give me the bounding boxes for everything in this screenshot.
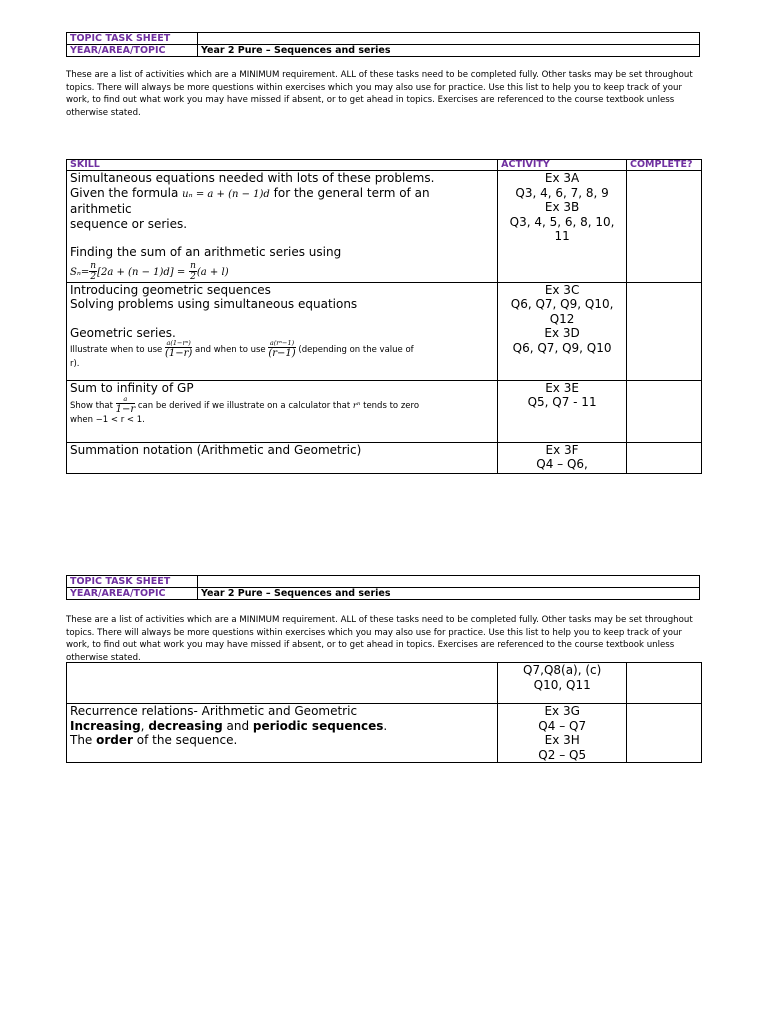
activity-line: Q3, 4, 5, 6, 8, 10, — [509, 214, 615, 229]
skill-line: Finding the sum of an arithmetic series using — [70, 245, 342, 259]
frac-den: (1−r) — [165, 348, 193, 359]
skill-line: sequence or series. — [70, 216, 188, 231]
year-area-topic-value: Year 2 Pure – Sequences and series — [198, 45, 700, 57]
skill-cell — [67, 171, 498, 283]
skill-text: and when to use — [195, 345, 266, 355]
activity-line: Q2 – Q5 — [538, 747, 587, 762]
skill-line — [70, 186, 494, 217]
skill-text: can be derived if we illustrate on a calculator that — [137, 401, 351, 411]
activity-line: Ex 3C — [544, 282, 580, 297]
frac-num: n — [90, 260, 97, 271]
activity-cell — [498, 663, 627, 704]
skill-line: r). — [70, 359, 80, 369]
skill-line: Introducing geometric sequences — [70, 282, 271, 297]
skill-cell — [67, 442, 498, 473]
skill-bold: periodic sequences — [252, 718, 384, 733]
activity-line: 11 — [554, 229, 570, 243]
skill-text: of the sequence. — [132, 733, 238, 747]
header-table-1 — [66, 32, 700, 57]
complete-checkbox-cell[interactable] — [627, 663, 702, 704]
frac-num: n — [190, 260, 196, 271]
skill-line: Simultaneous equations needed with lots of these problems. — [70, 171, 435, 185]
skill-text: for the general term of an arithmetic — [70, 185, 430, 216]
activity-line: Ex 3A — [544, 171, 580, 185]
activity-line: Ex 3H — [544, 733, 580, 747]
activity-line: Ex 3D — [544, 326, 580, 340]
intro-text-2: These are a list of activities which are a MINIMUM requirement. ALL of these tasks need to be completed fully. Other tasks may be set throughout topics. There will always be more questions within exercises which you may also use for practice. Use this list to help you to keep track of your work, to find out what work you may have missed if absent, or to get ahead in topics. Exercises are referenced to the course textbook unless otherwise stated. — [66, 615, 693, 663]
year-area-topic-label: YEAR/AREA/TOPIC — [67, 45, 198, 57]
frac-num: a(rⁿ−1) — [269, 339, 295, 347]
activity-line: Q3, 4, 6, 7, 8, 9 — [515, 185, 609, 200]
skills-table-1 — [66, 159, 702, 474]
column-header-complete: COMPLETE? — [626, 160, 701, 171]
activity-line: Ex 3B — [544, 200, 580, 214]
complete-checkbox-cell[interactable] — [626, 442, 701, 473]
topic-task-sheet-value — [198, 576, 700, 588]
skill-text: (depending on the value of — [298, 345, 414, 355]
skill-line — [70, 340, 494, 359]
skills-table-2 — [66, 662, 702, 763]
skill-cell — [67, 704, 498, 763]
activity-line: Ex 3G — [544, 704, 580, 718]
formula-part: Sₙ= — [70, 266, 90, 278]
activity-line: Ex 3E — [545, 380, 579, 395]
activity-cell — [498, 704, 627, 763]
skill-line — [70, 733, 494, 748]
year-area-topic-value: Year 2 Pure – Sequences and series — [198, 588, 700, 600]
skill-cell — [67, 663, 498, 704]
math-rn: rⁿ — [352, 401, 361, 411]
intro-text-1: These are a list of activities which are a MINIMUM requirement. ALL of these tasks need to be completed fully. Other tasks may be set throughout topics. There will always be more questions within exercises which you may also use for practice. Use this list to help you to keep track of your work, to find out what work you may have missed if absent, or to get ahead in topics. Exercises are referenced to the course textbook unless otherwise stated. — [66, 70, 693, 118]
skill-bold: Increasing — [70, 718, 141, 733]
table-row — [67, 663, 702, 704]
formula-part: (a + l) — [196, 266, 229, 278]
skill-text: tends to zero — [363, 401, 420, 411]
frac-den: 2 — [190, 271, 196, 282]
skill-text: Show that — [70, 401, 113, 411]
skill-line: Geometric series. — [70, 325, 176, 340]
table-row — [67, 704, 702, 763]
activity-line: Q4 – Q7 — [538, 718, 587, 733]
topic-task-sheet-label: TOPIC TASK SHEET — [67, 33, 198, 45]
skill-line: Solving problems using simultaneous equations — [70, 297, 358, 311]
formula-un: uₙ = a + (n − 1)d — [182, 188, 270, 200]
skill-text: and — [222, 718, 253, 733]
activity-line: Q6, Q7, Q9, Q10 — [512, 340, 612, 355]
activity-cell — [498, 171, 627, 283]
complete-checkbox-cell[interactable] — [626, 380, 701, 442]
skill-text: , — [140, 718, 149, 733]
topic-task-sheet-label: TOPIC TASK SHEET — [67, 576, 198, 588]
activity-cell — [498, 282, 627, 380]
skill-text: Given the formula — [70, 185, 179, 200]
activity-line: Ex 3F — [545, 442, 579, 457]
frac-den: (r−1) — [268, 348, 296, 359]
table-row — [67, 380, 702, 442]
table-row — [67, 171, 702, 283]
activity-cell — [498, 380, 627, 442]
topic-task-sheet-value — [198, 33, 700, 45]
skill-cell — [67, 380, 498, 442]
skill-bold: order — [96, 733, 133, 747]
activity-line: Q12 — [549, 311, 575, 326]
formula-part: [2a + (n − 1)d] = — [97, 266, 186, 278]
skill-line — [70, 396, 494, 415]
frac-num: a — [116, 396, 136, 404]
frac-den: 1−r — [115, 404, 136, 415]
activity-line: Q4 – Q6, — [536, 457, 588, 471]
complete-checkbox-cell[interactable] — [627, 704, 702, 763]
skill-line — [70, 719, 494, 734]
skill-text: The — [70, 733, 97, 747]
activity-line: Q10, Q11 — [533, 677, 591, 692]
complete-checkbox-cell[interactable] — [626, 282, 701, 380]
activity-line: Q5, Q7 - 11 — [527, 395, 597, 409]
skill-text: Illustrate when to use — [70, 345, 163, 355]
formula-sn — [70, 261, 494, 282]
skill-cell — [67, 282, 498, 380]
table-row — [67, 282, 702, 380]
header-table-2 — [66, 575, 700, 600]
frac-num: a(1−rⁿ) — [166, 339, 191, 347]
skill-line: Summation notation (Arithmetic and Geometric) — [70, 442, 362, 457]
year-area-topic-label: YEAR/AREA/TOPIC — [67, 588, 198, 600]
column-header-skill: SKILL — [67, 160, 498, 171]
activity-line: Q6, Q7, Q9, Q10, — [510, 297, 614, 311]
skill-line: Sum to infinity of GP — [70, 380, 194, 395]
complete-checkbox-cell[interactable] — [626, 171, 701, 283]
column-header-activity: ACTIVITY — [498, 160, 627, 171]
activity-cell — [498, 442, 627, 473]
skill-text: . — [383, 718, 388, 733]
skill-line: when −1 < r < 1. — [70, 415, 145, 425]
skill-line: Recurrence relations- Arithmetic and Geometric — [70, 704, 358, 718]
skill-bold: decreasing — [148, 718, 223, 733]
table-row — [67, 442, 702, 473]
activity-line: Q7,Q8(a), (c) — [523, 663, 602, 677]
frac-den: 2 — [90, 271, 97, 282]
